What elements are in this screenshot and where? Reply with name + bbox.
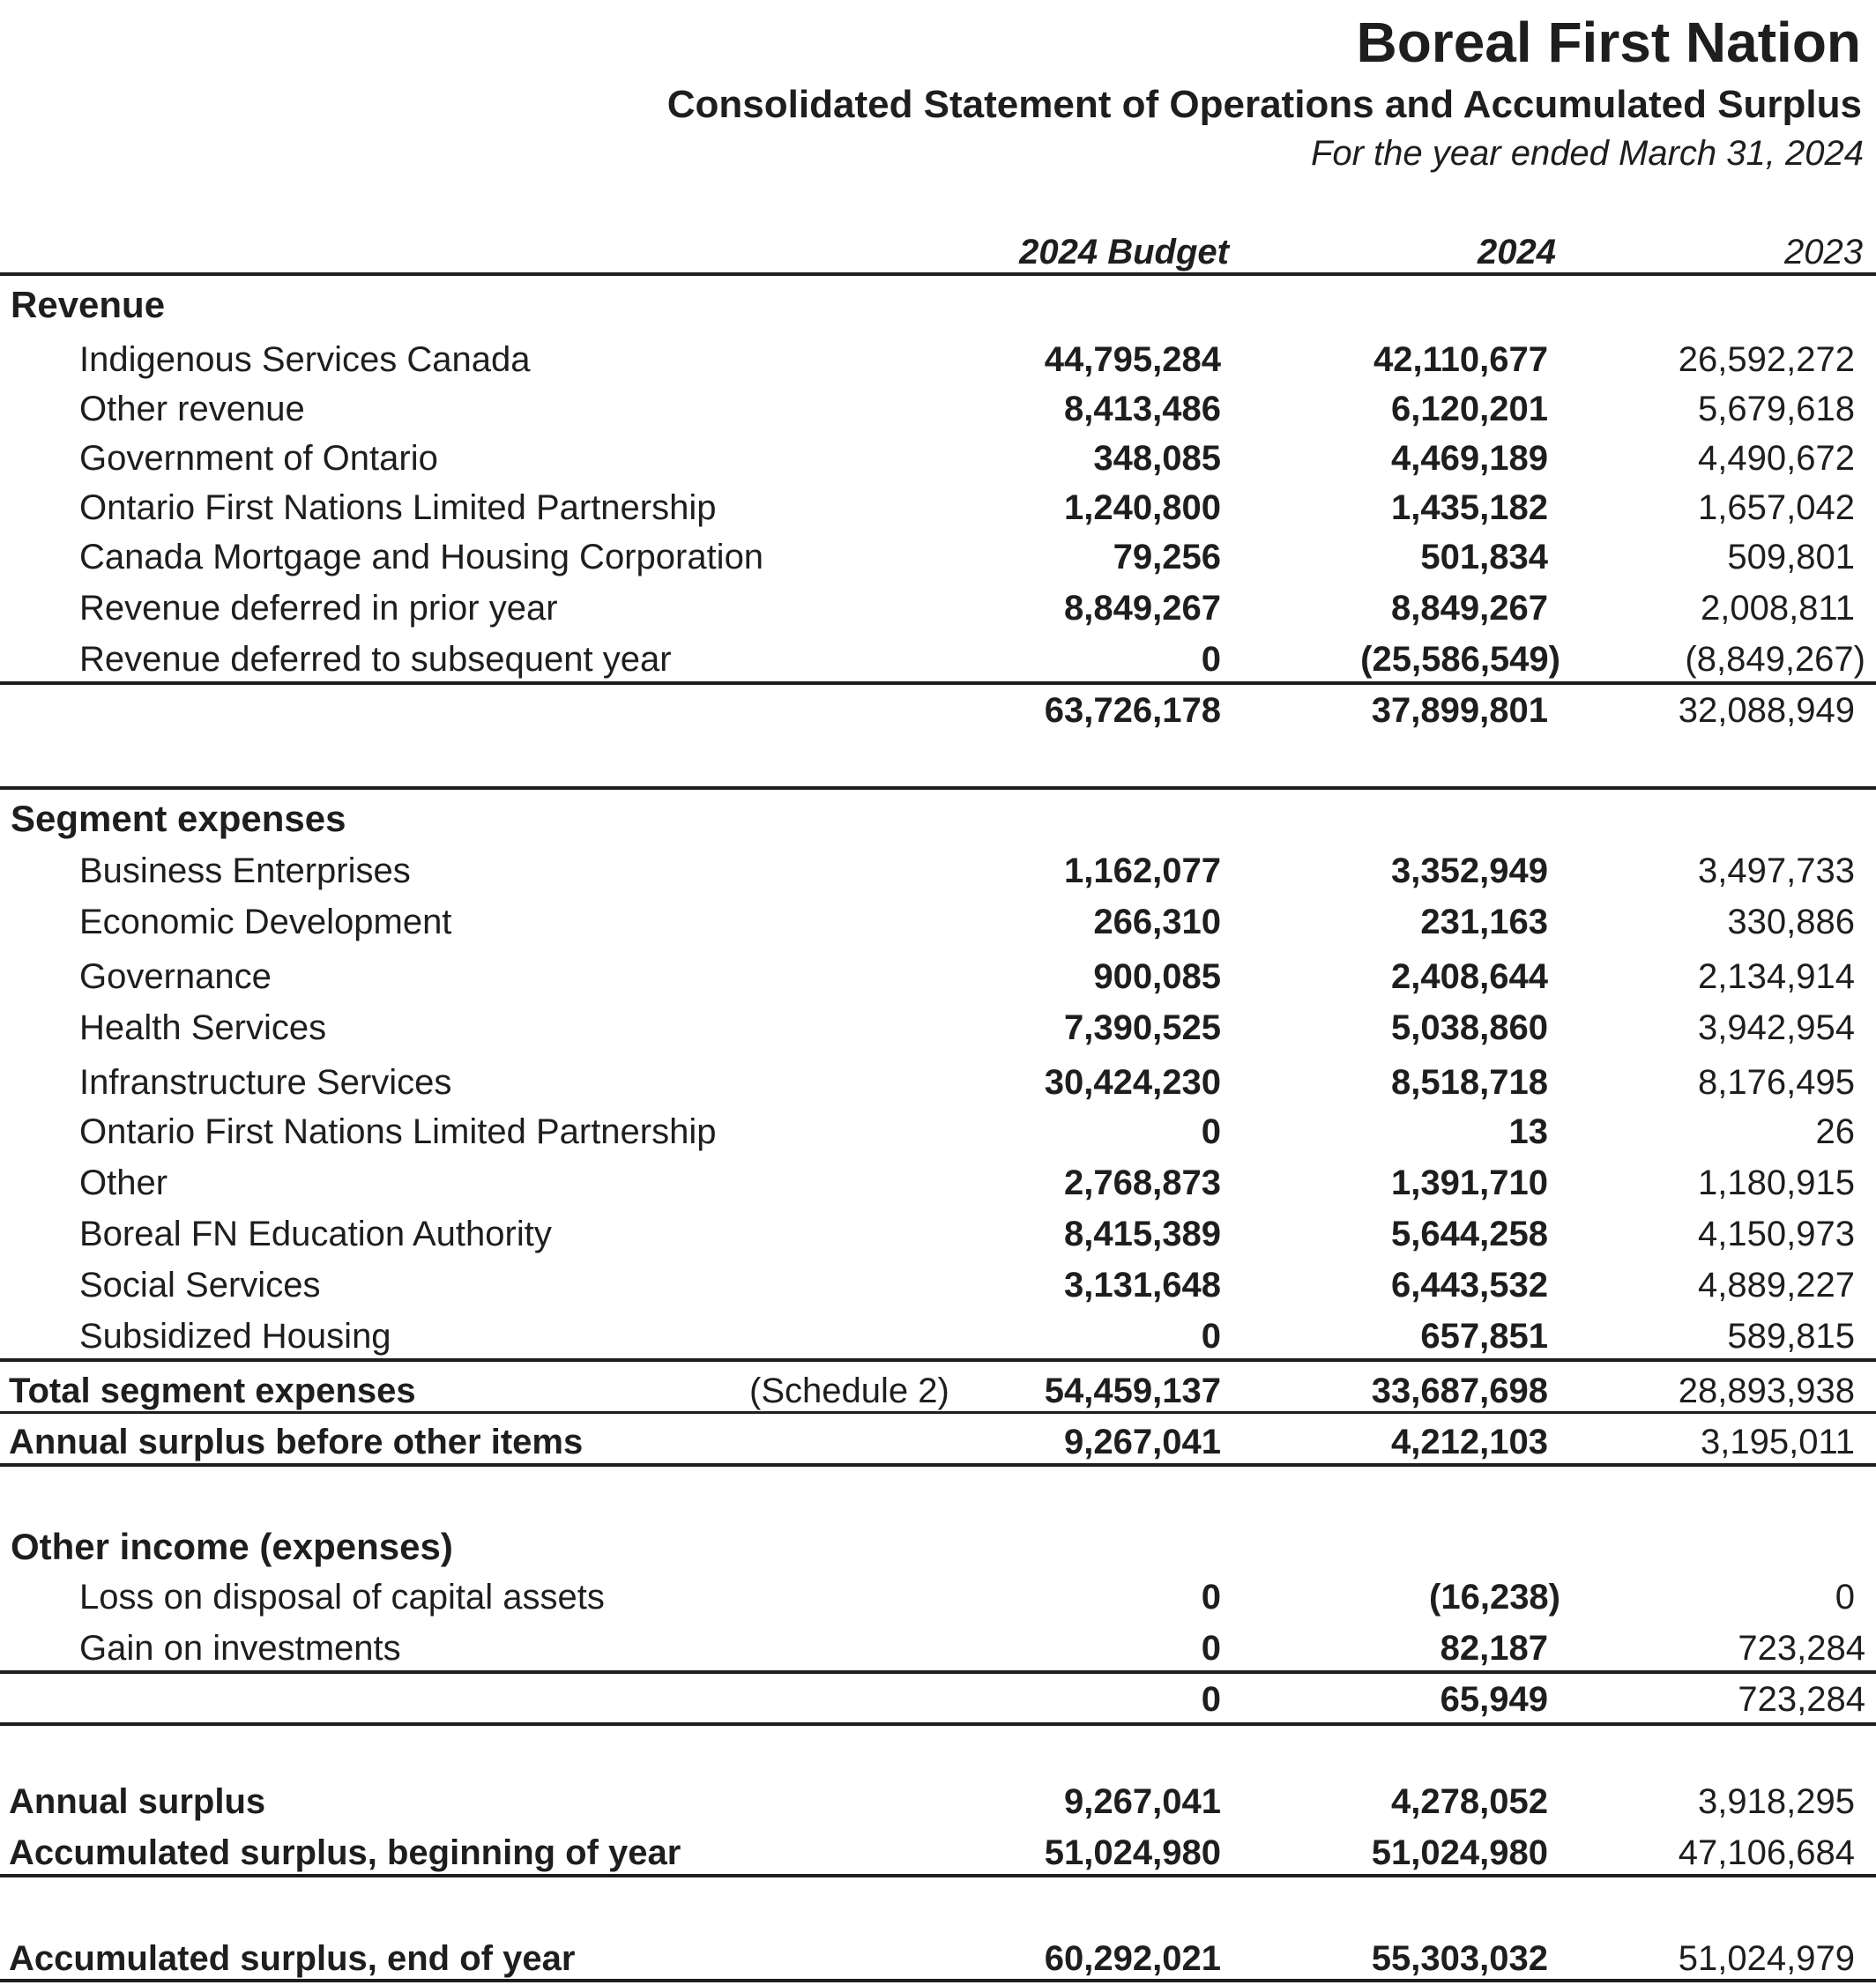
row-label: Accumulated surplus, end of year (9, 1939, 576, 1978)
value-budget: 266,310 (1093, 903, 1221, 941)
subtotal-rule (0, 1670, 1876, 1674)
schedule-reference: (Schedule 2) (749, 1372, 949, 1410)
value-2024: 37,899,801 (1371, 691, 1548, 730)
value-2024: (25,586,549) (1360, 640, 1560, 679)
value-budget: 900,085 (1093, 957, 1221, 996)
value-2024: 82,187 (1440, 1629, 1548, 1668)
row-label: Infranstructure Services (79, 1063, 452, 1102)
row-label: Boreal FN Education Authority (79, 1215, 552, 1253)
value-budget: 7,390,525 (1064, 1008, 1221, 1047)
row-label: Canada Mortgage and Housing Corporation (79, 538, 764, 576)
section-heading-revenue: Revenue (11, 284, 166, 325)
row-label: Economic Development (79, 903, 452, 941)
section-rule (0, 786, 1876, 790)
value-2024: 13 (1508, 1112, 1548, 1151)
value-2023: 3,195,011 (1701, 1423, 1855, 1461)
column-header-budget: 2024 Budget (1019, 233, 1229, 271)
row-label: Accumulated surplus, beginning of year (9, 1833, 681, 1872)
value-budget: 0 (1201, 1112, 1221, 1151)
value-2023: 3,497,733 (1698, 851, 1855, 890)
value-budget: 9,267,041 (1064, 1423, 1221, 1461)
row-label: Ontario First Nations Limited Partnership (79, 1112, 717, 1151)
value-budget: 0 (1201, 640, 1221, 679)
value-2023: 589,815 (1727, 1317, 1855, 1356)
value-2024: 5,644,258 (1391, 1215, 1548, 1253)
value-2024: 5,038,860 (1391, 1008, 1548, 1047)
value-2023: 4,490,672 (1698, 439, 1855, 478)
value-2023: 723,284 (1738, 1680, 1865, 1719)
value-budget: 0 (1201, 1578, 1221, 1617)
value-2023: 3,918,295 (1698, 1782, 1855, 1821)
final-rule (0, 1979, 1876, 1982)
section-heading-expenses: Segment expenses (11, 798, 346, 839)
value-2024: 2,408,644 (1391, 957, 1548, 996)
row-label: Gain on investments (79, 1629, 401, 1668)
value-budget: 0 (1201, 1317, 1221, 1356)
subtotal-rule (0, 1358, 1876, 1362)
value-2023: 4,150,973 (1698, 1215, 1855, 1253)
header-rule (0, 272, 1876, 276)
value-2023: 47,106,684 (1678, 1833, 1855, 1872)
value-2024: 231,163 (1420, 903, 1548, 941)
value-budget: 79,256 (1113, 538, 1221, 576)
value-2024: 4,469,189 (1391, 439, 1548, 478)
value-2024: 4,212,103 (1391, 1423, 1548, 1461)
subtotal-rule (0, 1411, 1876, 1414)
value-2024: 55,303,032 (1371, 1939, 1548, 1978)
value-2023: 51,024,979 (1678, 1939, 1855, 1978)
value-2023: 509,801 (1727, 538, 1855, 576)
row-label: Loss on disposal of capital assets (79, 1578, 605, 1617)
value-budget: 1,240,800 (1064, 488, 1221, 527)
section-rule (0, 1463, 1876, 1467)
value-budget: 8,849,267 (1064, 589, 1221, 628)
value-2023: 4,889,227 (1698, 1266, 1855, 1305)
value-2024: 42,110,677 (1374, 340, 1548, 379)
value-2024: (16,238) (1429, 1578, 1560, 1617)
column-header-2023: 2023 (1784, 233, 1863, 271)
section-rule (0, 1874, 1876, 1877)
statement-subtitle: Consolidated Statement of Operations and Accumulated Surplus (666, 83, 1862, 126)
statement-period: For the year ended March 31, 2024 (1310, 134, 1864, 173)
row-label: Total segment expenses (9, 1372, 416, 1410)
section-rule (0, 1722, 1876, 1726)
value-2023: 32,088,949 (1678, 691, 1855, 730)
value-budget: 30,424,230 (1044, 1063, 1221, 1102)
value-2024: 33,687,698 (1371, 1372, 1548, 1410)
value-budget: 54,459,137 (1044, 1372, 1221, 1410)
value-2023: 1,180,915 (1698, 1163, 1855, 1202)
value-budget: 9,267,041 (1064, 1782, 1221, 1821)
value-budget: 63,726,178 (1044, 691, 1221, 730)
value-2024: 4,278,052 (1391, 1782, 1548, 1821)
value-2024: 3,352,949 (1391, 851, 1548, 890)
value-2023: (8,849,267) (1685, 640, 1865, 679)
value-2024: 1,391,710 (1391, 1163, 1548, 1202)
row-label: Government of Ontario (79, 439, 438, 478)
value-2023: 28,893,938 (1678, 1372, 1855, 1410)
page-title: Boreal First Nation (1356, 11, 1861, 74)
value-2023: 2,008,811 (1701, 589, 1855, 628)
value-2024: 65,949 (1440, 1680, 1548, 1719)
row-label: Other revenue (79, 390, 305, 428)
value-2024: 657,851 (1420, 1317, 1548, 1356)
value-2023: 0 (1835, 1578, 1855, 1617)
row-label: Health Services (79, 1008, 327, 1047)
value-budget: 8,413,486 (1064, 390, 1221, 428)
value-budget: 44,795,284 (1044, 340, 1221, 379)
value-budget: 8,415,389 (1064, 1215, 1221, 1253)
value-2023: 5,679,618 (1698, 390, 1855, 428)
value-2024: 1,435,182 (1391, 488, 1548, 527)
row-label: Subsidized Housing (79, 1317, 391, 1356)
section-heading-other-income: Other income (expenses) (11, 1526, 453, 1567)
value-2024: 8,518,718 (1391, 1063, 1548, 1102)
value-2023: 26,592,272 (1678, 340, 1855, 379)
value-2023: 8,176,495 (1698, 1063, 1855, 1102)
row-label: Indigenous Services Canada (79, 340, 531, 379)
value-budget: 0 (1201, 1629, 1221, 1668)
value-budget: 3,131,648 (1064, 1266, 1221, 1305)
value-2024: 51,024,980 (1371, 1833, 1548, 1872)
value-budget: 2,768,873 (1064, 1163, 1221, 1202)
row-label: Governance (79, 957, 272, 996)
row-label: Annual surplus (9, 1782, 266, 1821)
column-header-2024: 2024 (1478, 233, 1556, 271)
value-2024: 8,849,267 (1391, 589, 1548, 628)
value-2024: 6,443,532 (1391, 1266, 1548, 1305)
value-2023: 2,134,914 (1698, 957, 1855, 996)
value-2023: 723,284 (1738, 1629, 1865, 1668)
row-label: Revenue deferred in prior year (79, 589, 558, 628)
value-budget: 0 (1201, 1680, 1221, 1719)
value-2023: 1,657,042 (1698, 488, 1855, 527)
value-2024: 6,120,201 (1391, 390, 1548, 428)
value-2023: 26 (1815, 1112, 1855, 1151)
value-2024: 501,834 (1420, 538, 1548, 576)
row-label: Ontario First Nations Limited Partnership (79, 488, 717, 527)
row-label: Other (79, 1163, 168, 1202)
value-budget: 348,085 (1093, 439, 1221, 478)
subtotal-rule (0, 681, 1876, 685)
row-label: Business Enterprises (79, 851, 411, 890)
row-label: Annual surplus before other items (9, 1423, 584, 1461)
value-2023: 3,942,954 (1698, 1008, 1855, 1047)
value-budget: 1,162,077 (1064, 851, 1221, 890)
value-budget: 51,024,980 (1044, 1833, 1221, 1872)
row-label: Social Services (79, 1266, 321, 1305)
row-label: Revenue deferred to subsequent year (79, 640, 672, 679)
value-budget: 60,292,021 (1044, 1939, 1221, 1978)
value-2023: 330,886 (1727, 903, 1855, 941)
